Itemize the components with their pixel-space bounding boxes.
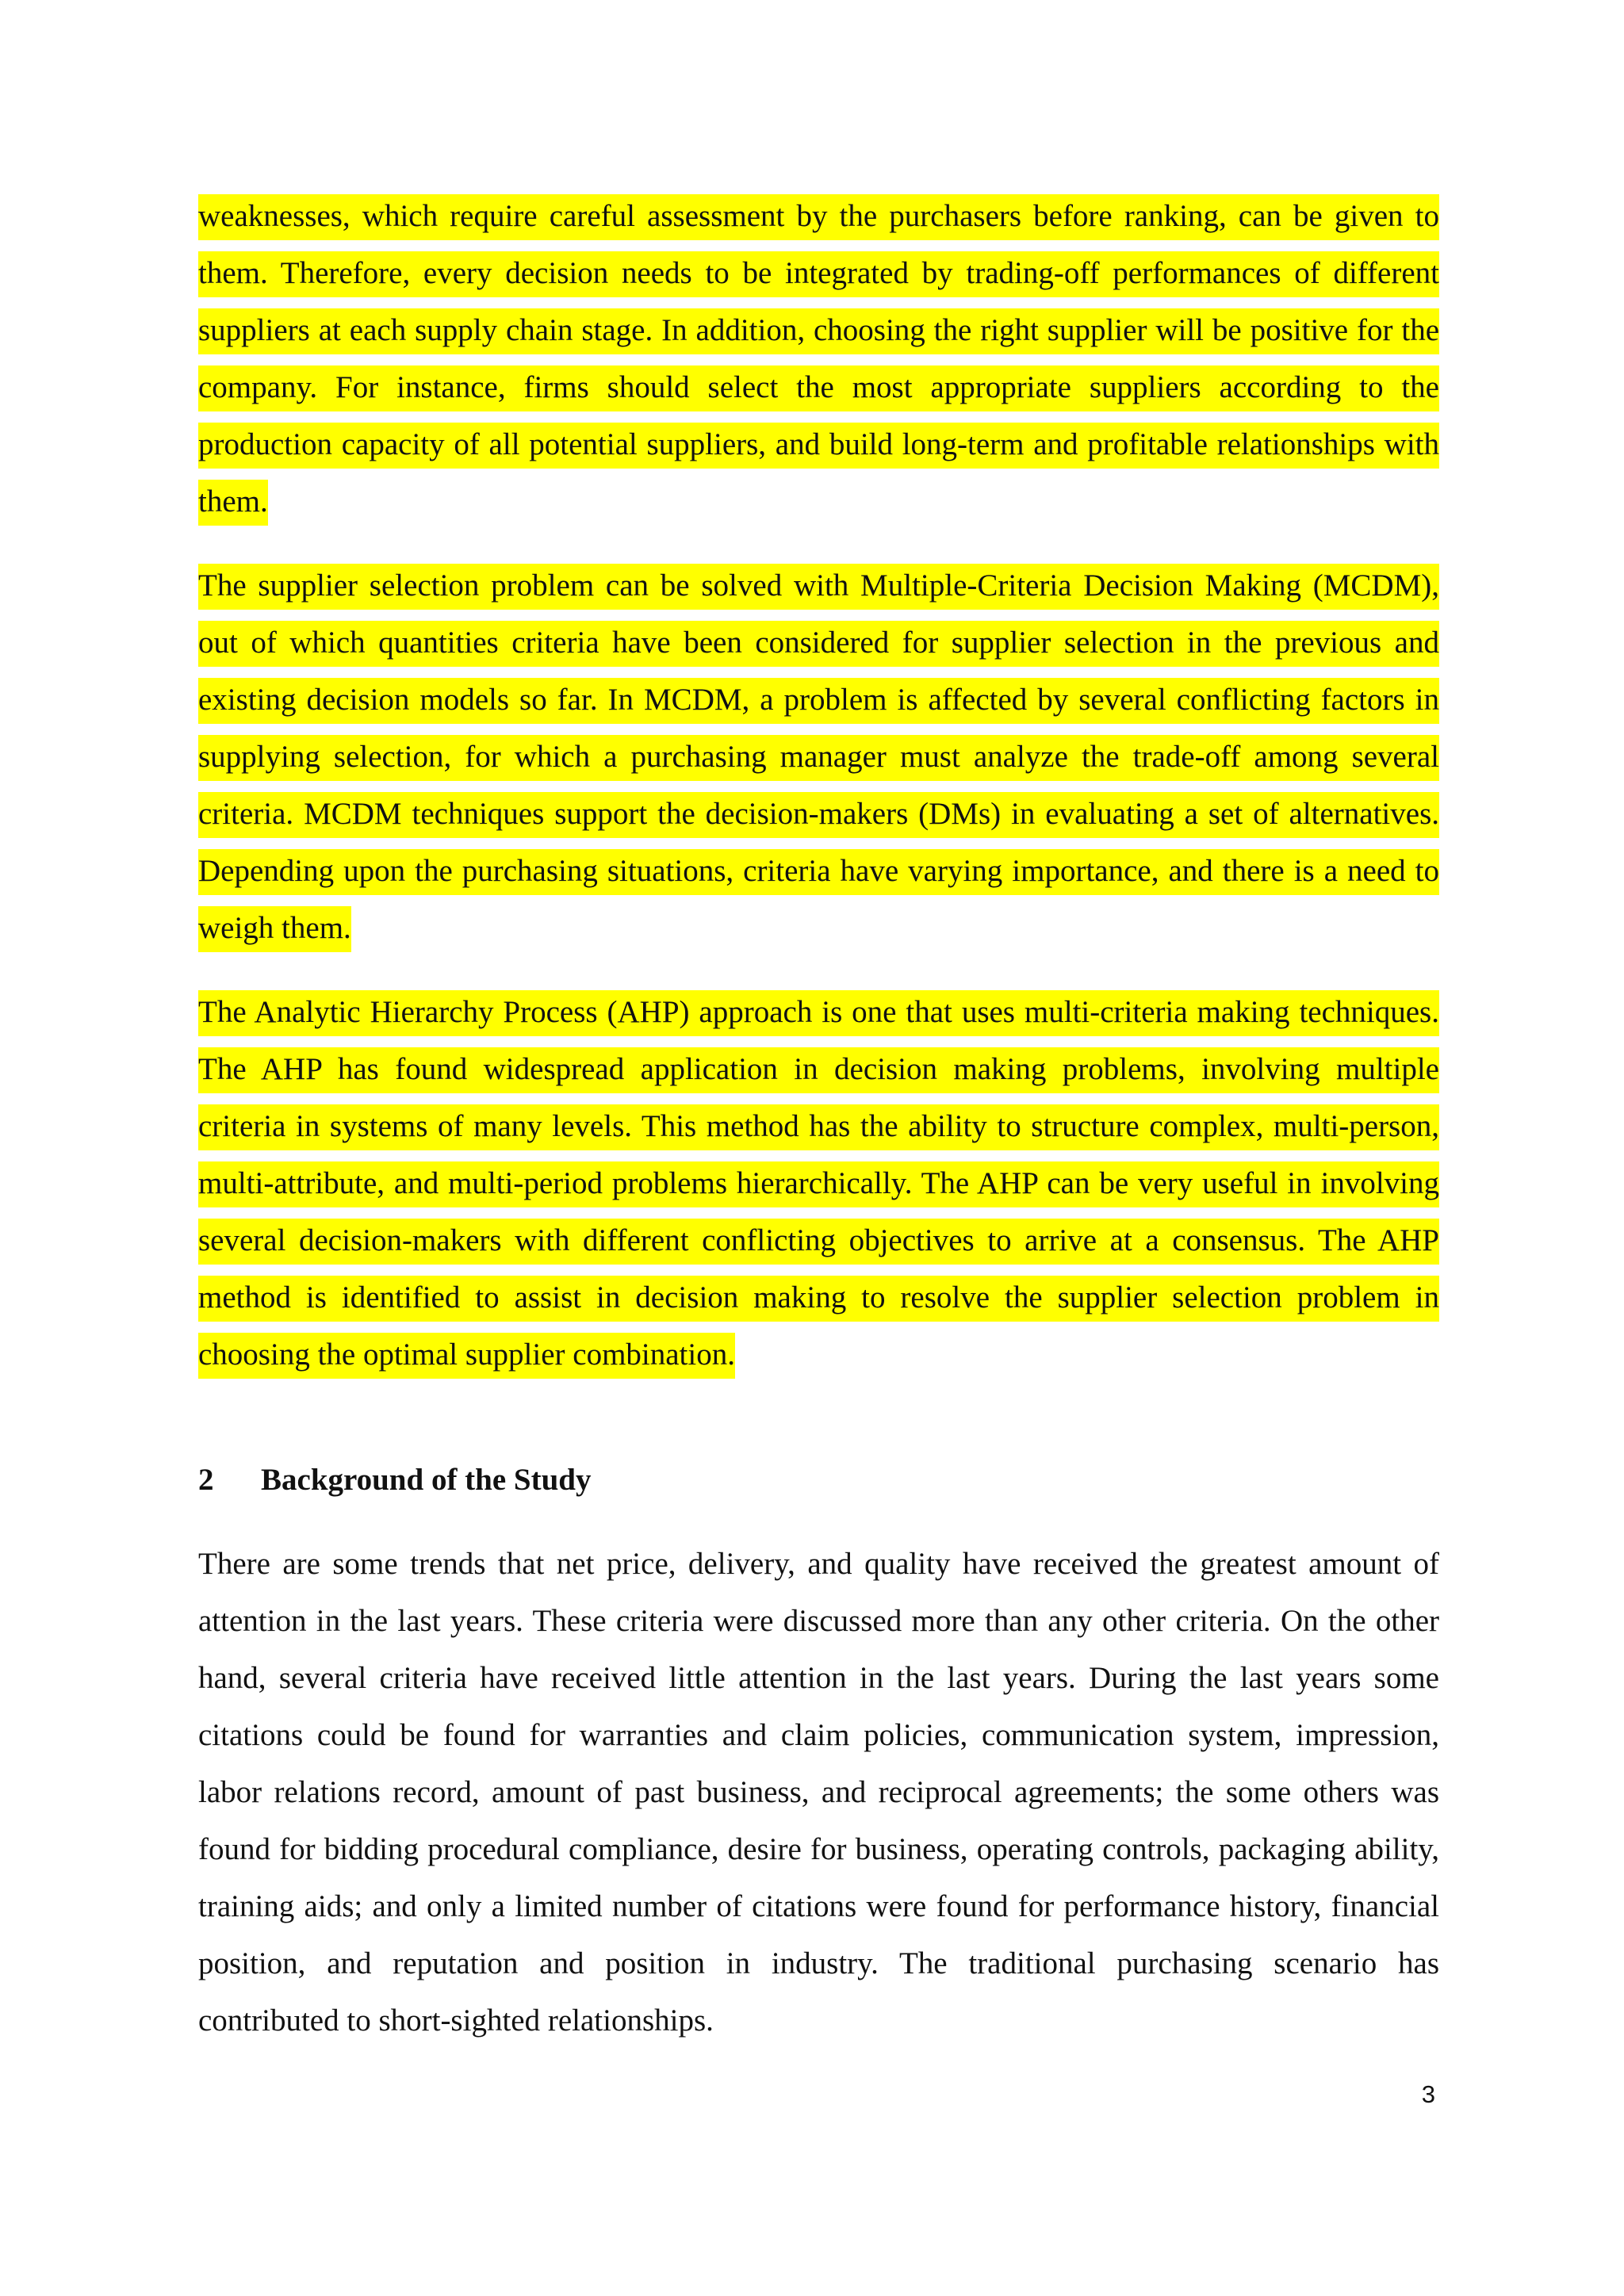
paragraph-3 bbox=[198, 984, 1439, 1383]
paragraph-4: There are some trends that net price, delivery, and quality have received the greatest amount of attention in the last years. These criteria were discussed more than any other criteria. On the other hand, several criteria have received little attention in the last years. During the last years some citations could be found for warranties and claim policies, communication system, impression, labor relations record, amount of past business, and reciprocal agreements; the some others was found for bidding procedural compliance, desire for business, operating controls, packaging ability, training aids; and only a limited number of citations were found for performance history, financial position, and reputation and position in industry. The traditional purchasing scenario has contributed to short-sighted relationships. bbox=[198, 1547, 1439, 2038]
paragraph-2 bbox=[198, 557, 1439, 957]
section-heading bbox=[198, 1452, 1439, 1509]
highlighted-text: The supplier selection problem can be solved with Multiple-Criteria Decision Making (MCDM), out of which quantities criteria have been considered for supplier selection in the previous and existing decision models so far. In MCDM, a problem is affected by several conflicting factors in supplying selection, for which a purchasing manager must analyze the trade-off among several criteria. MCDM techniques support the decision-makers (DMs) in evaluating a set of alternatives. Depending upon the purchasing situations, criteria have varying importance, and there is a need to weigh them. bbox=[198, 564, 1439, 952]
highlighted-text: The Analytic Hierarchy Process (AHP) approach is one that uses multi-criteria making techniques. The AHP has found widespread application in decision making problems, involving multiple criteria in systems of many levels. This method has the ability to structure complex, multi-person, multi-attribute, and multi-period problems hierarchically. The AHP can be very useful in involving several decision-makers with different conflicting objectives to arrive at a consensus. The AHP method is identified to assist in decision making to resolve the supplier selection problem in choosing the optimal supplier combination. bbox=[198, 990, 1439, 1379]
highlighted-text: weaknesses, which require careful assessment by the purchasers before ranking, can be given to them. Therefore, every decision needs to be integrated by trading-off performances of different suppliers at each supply chain stage. In addition, choosing the right supplier will be positive for the company. For instance, firms should select the most appropriate suppliers according to the production capacity of all potential suppliers, and build long-term and profitable relationships with them. bbox=[198, 194, 1439, 526]
body-text bbox=[198, 188, 1439, 2076]
section-title: Background of the Study bbox=[261, 1463, 592, 1497]
page-number: 3 bbox=[1421, 2080, 1435, 2108]
paragraph-1 bbox=[198, 188, 1439, 530]
section-number: 2 bbox=[198, 1463, 214, 1497]
